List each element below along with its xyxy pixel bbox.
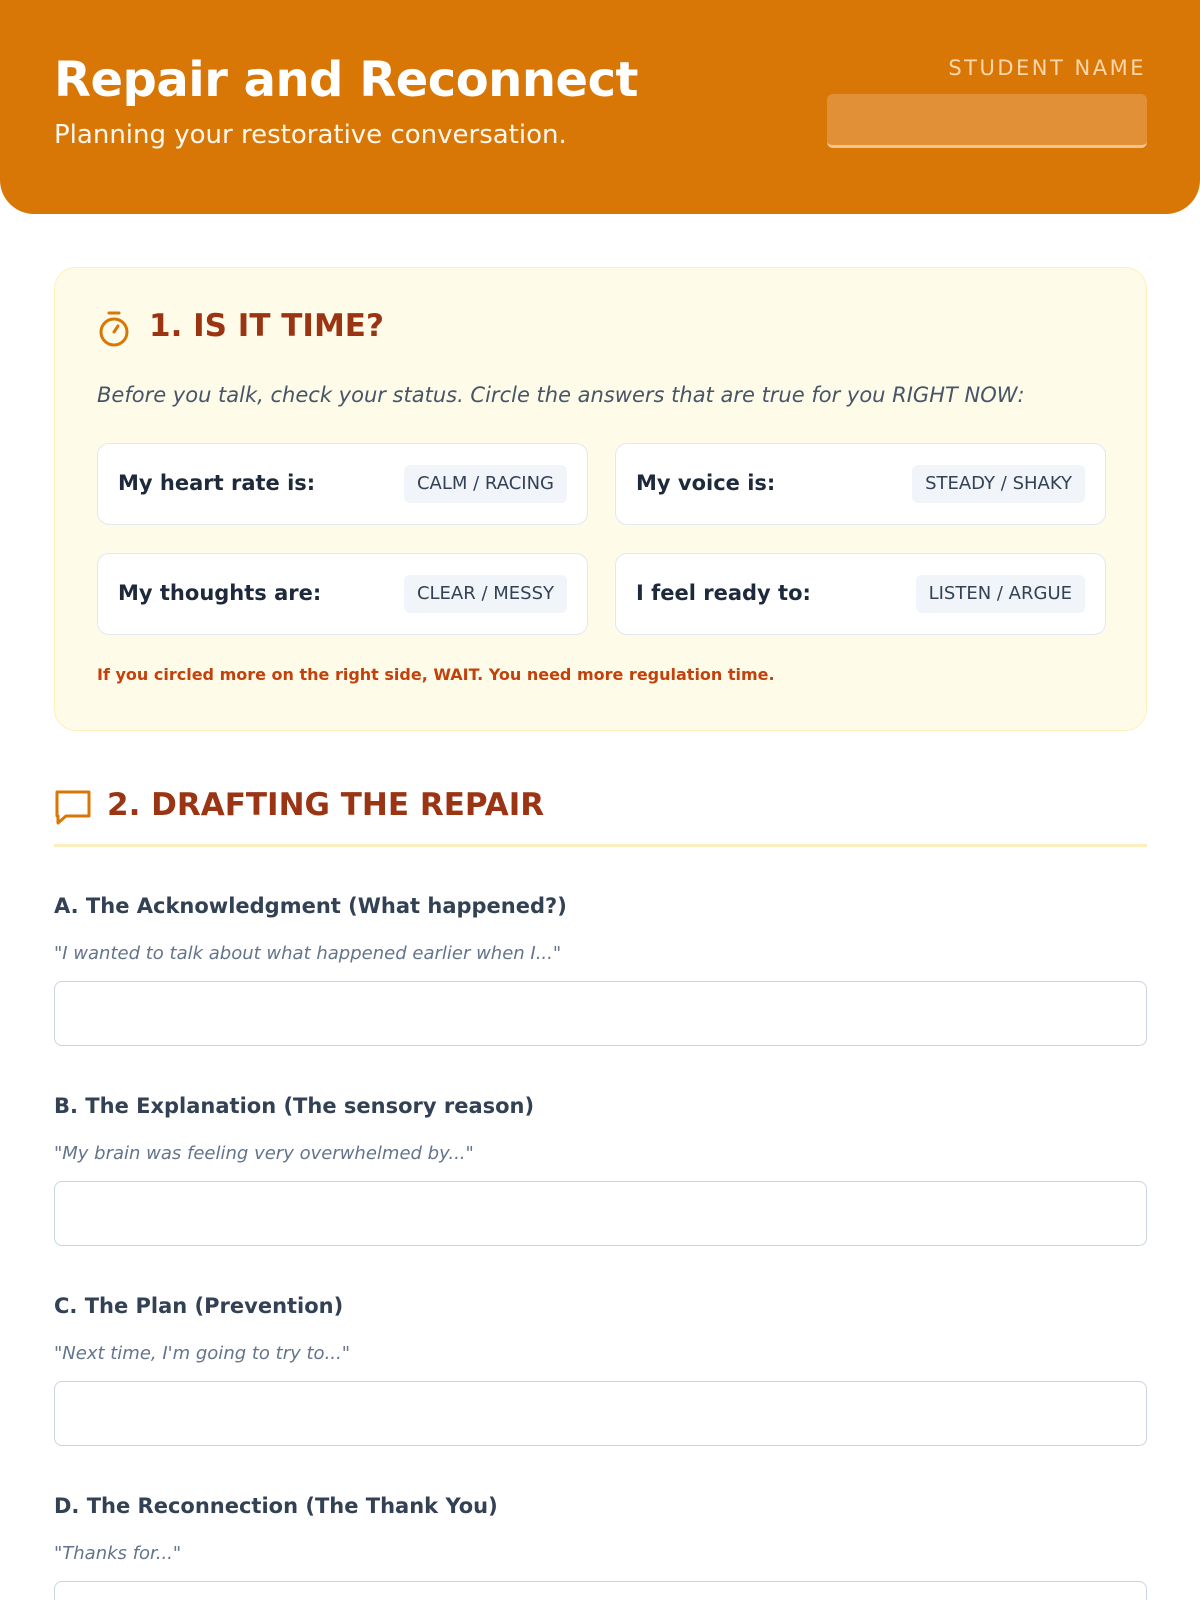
question-hint: "I wanted to talk about what happened earlier when I..." — [54, 943, 562, 964]
regulation-warning: If you circled more on the right side, WAIT. You need more regulation time. — [97, 665, 775, 684]
stopwatch-icon — [97, 310, 131, 348]
page-subtitle: Planning your restorative conversation. — [54, 120, 567, 150]
section-1-title: 1. IS IT TIME? — [149, 308, 384, 344]
reconnection-field[interactable] — [54, 1581, 1147, 1600]
section-1-instructions: Before you talk, check your status. Circle the answers that are true for you RIGHT NOW: — [97, 383, 1025, 407]
header-banner — [0, 0, 1200, 214]
status-check-options[interactable]: CALM / RACING — [404, 465, 567, 503]
student-name-label: STUDENT NAME — [948, 56, 1146, 80]
status-check-label: My voice is: — [636, 471, 776, 495]
explanation-field[interactable] — [54, 1181, 1147, 1246]
question-label: C. The Plan (Prevention) — [54, 1294, 344, 1318]
student-name-field[interactable] — [827, 94, 1147, 148]
status-check-ready — [615, 553, 1106, 635]
status-check-heart-rate — [97, 443, 588, 525]
question-label: D. The Reconnection (The Thank You) — [54, 1494, 498, 1518]
question-hint: "Next time, I'm going to try to..." — [54, 1343, 351, 1364]
status-check-options[interactable]: STEADY / SHAKY — [912, 465, 1085, 503]
status-check-voice — [615, 443, 1106, 525]
page-title: Repair and Reconnect — [54, 52, 638, 108]
status-check-options[interactable]: LISTEN / ARGUE — [916, 575, 1085, 613]
status-check-thoughts — [97, 553, 588, 635]
status-check-label: My thoughts are: — [118, 581, 322, 605]
readiness-check-card — [54, 267, 1147, 731]
status-check-options[interactable]: CLEAR / MESSY — [404, 575, 567, 613]
status-check-label: I feel ready to: — [636, 581, 811, 605]
plan-field[interactable] — [54, 1381, 1147, 1446]
section-2-title: 2. DRAFTING THE REPAIR — [107, 787, 545, 823]
question-label: A. The Acknowledgment (What happened?) — [54, 894, 567, 918]
status-check-label: My heart rate is: — [118, 471, 316, 495]
question-hint: "My brain was feeling very overwhelmed by..." — [54, 1143, 474, 1164]
question-hint: "Thanks for..." — [54, 1543, 182, 1564]
speech-bubble-icon — [54, 789, 94, 827]
question-label: B. The Explanation (The sensory reason) — [54, 1094, 535, 1118]
acknowledgment-field[interactable] — [54, 981, 1147, 1046]
section-divider — [54, 844, 1147, 847]
